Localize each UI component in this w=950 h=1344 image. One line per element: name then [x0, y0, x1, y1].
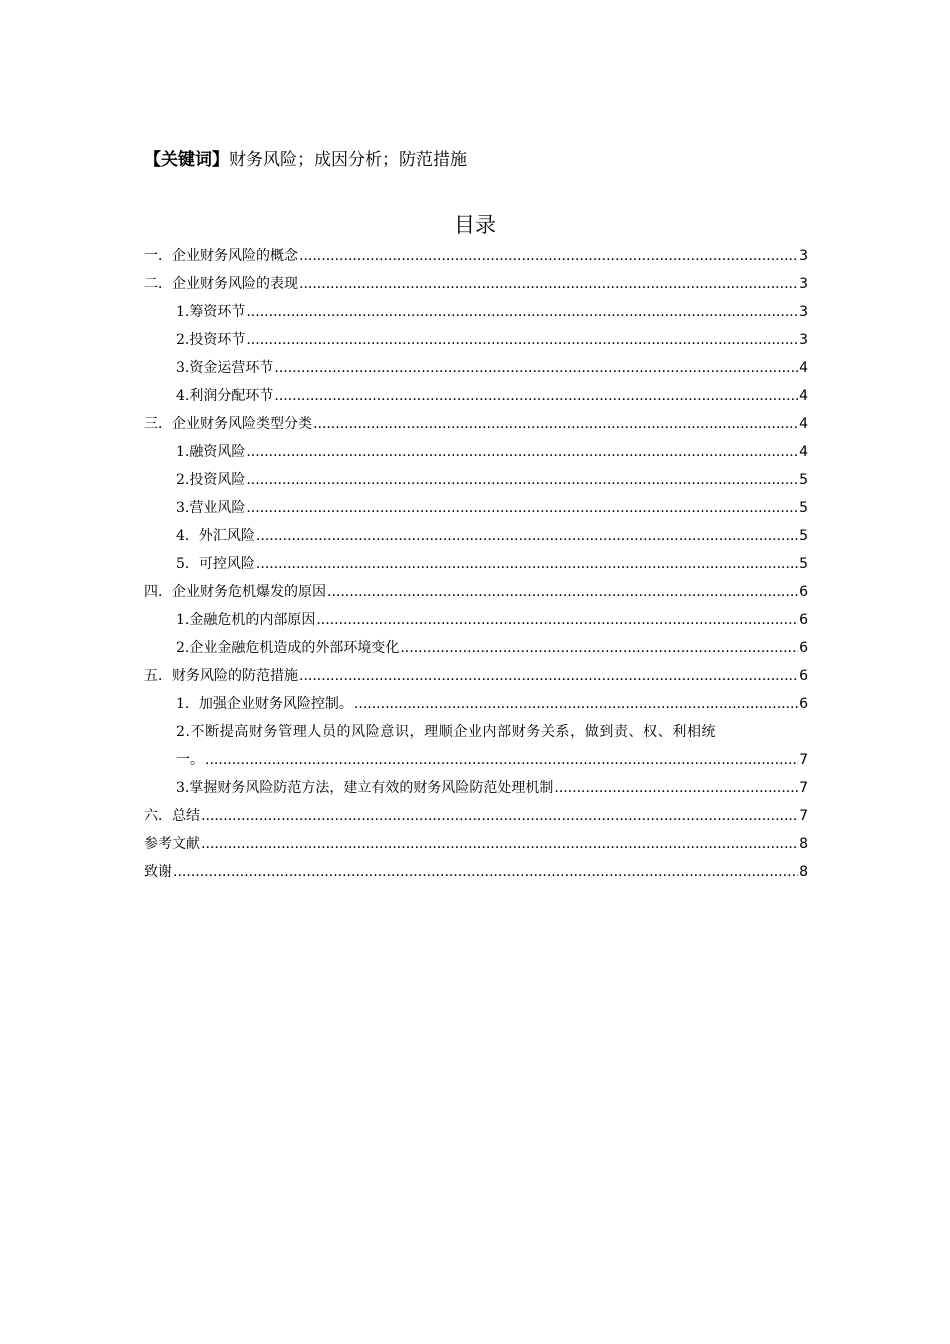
- toc-entry-label: 1．加强企业财务风险控制。: [176, 696, 353, 712]
- keywords-label: 【关键词】: [144, 150, 229, 170]
- toc-entry[interactable]: [144, 718, 808, 774]
- toc-page-number: 7: [799, 752, 808, 768]
- toc-entry[interactable]: [144, 606, 808, 634]
- toc-entry-label: 1.筹资环节: [176, 304, 246, 320]
- toc-entry[interactable]: [144, 242, 808, 270]
- toc-dot-leader: [205, 746, 798, 774]
- toc-entry-label: 2.不断提高财务管理人员的风险意识，理顺企业内部财务关系，做到责、权、利相统: [176, 724, 717, 740]
- toc-entry[interactable]: [144, 662, 808, 690]
- toc-entry-label: 致谢: [144, 864, 172, 880]
- toc-page-number: 6: [799, 612, 808, 628]
- toc-page-number: 3: [799, 304, 808, 320]
- toc-entry-label: 2.投资环节: [176, 332, 246, 348]
- toc-entry[interactable]: [144, 326, 808, 354]
- toc-entry[interactable]: [144, 522, 808, 550]
- toc-dot-leader: [274, 382, 798, 410]
- toc-page-number: 4: [799, 444, 808, 460]
- toc-entry[interactable]: [144, 438, 808, 466]
- toc-entry[interactable]: [144, 410, 808, 438]
- toc-page-number: 6: [799, 668, 808, 684]
- toc-dot-leader: [400, 634, 798, 662]
- toc-entry[interactable]: [144, 690, 808, 718]
- toc-dot-leader: [313, 410, 798, 438]
- toc-entry-label: 3.资金运营环节: [176, 360, 274, 376]
- toc-entry[interactable]: [144, 466, 808, 494]
- toc-page-number: 6: [799, 640, 808, 656]
- toc-entry[interactable]: [144, 354, 808, 382]
- toc-entry-label: 3.营业风险: [176, 500, 246, 516]
- toc-dot-leader: [246, 326, 798, 354]
- toc-entry-label: 一．企业财务风险的概念: [144, 248, 298, 264]
- toc-entry-continuation: [176, 746, 808, 774]
- toc-page-number: 4: [799, 360, 808, 376]
- toc-entry-label: 三．企业财务风险类型分类: [144, 416, 312, 432]
- toc-page-number: 3: [799, 276, 808, 292]
- keywords-text: 财务风险；成因分析；防范措施: [229, 150, 467, 170]
- toc-dot-leader: [316, 606, 798, 634]
- toc-entry-label: 六．总结: [144, 808, 200, 824]
- toc-page-number: 3: [799, 332, 808, 348]
- toc-dot-leader: [354, 690, 798, 718]
- toc-dot-leader: [201, 830, 798, 858]
- toc-entry[interactable]: [144, 830, 808, 858]
- toc-page-number: 8: [799, 836, 808, 852]
- toc-entry-label: 4．外汇风险: [176, 528, 255, 544]
- toc-dot-leader: [246, 466, 798, 494]
- toc-entry-label: 3.掌握财务风险防范方法，建立有效的财务风险防范处理机制: [176, 780, 554, 796]
- toc-entry-label: 4.利润分配环节: [176, 388, 274, 404]
- toc-entry-label: 2.企业金融危机造成的外部环境变化: [176, 640, 400, 656]
- keywords-line: [144, 147, 467, 173]
- toc-dot-leader: [299, 242, 798, 270]
- toc-entry-label: 1.融资风险: [176, 444, 246, 460]
- toc-entry-label: 四．企业财务危机爆发的原因: [144, 584, 326, 600]
- toc-title: 目录: [454, 213, 496, 237]
- table-of-contents: [144, 242, 808, 886]
- toc-page-number: 6: [799, 696, 808, 712]
- toc-dot-leader: [256, 550, 798, 578]
- toc-page-number: 3: [799, 248, 808, 264]
- toc-dot-leader: [274, 354, 798, 382]
- toc-entry[interactable]: [144, 858, 808, 886]
- toc-entry[interactable]: [144, 270, 808, 298]
- toc-entry-label-continued: 一。: [176, 752, 204, 768]
- toc-page-number: 4: [799, 416, 808, 432]
- toc-dot-leader: [299, 270, 798, 298]
- toc-entry[interactable]: [144, 578, 808, 606]
- toc-dot-leader: [256, 522, 798, 550]
- toc-entry[interactable]: [144, 550, 808, 578]
- toc-entry-label: 2.投资风险: [176, 472, 246, 488]
- toc-entry[interactable]: [144, 382, 808, 410]
- toc-entry-label: 参考文献: [144, 836, 200, 852]
- toc-dot-leader: [327, 578, 798, 606]
- toc-dot-leader: [246, 298, 798, 326]
- toc-page-number: 5: [799, 472, 808, 488]
- toc-dot-leader: [246, 494, 798, 522]
- toc-dot-leader: [246, 438, 798, 466]
- toc-dot-leader: [173, 858, 798, 886]
- toc-entry-label: 5．可控风险: [176, 556, 255, 572]
- toc-page-number: 7: [799, 808, 808, 824]
- toc-page-number: 8: [799, 864, 808, 880]
- toc-entry[interactable]: [144, 298, 808, 326]
- toc-entry[interactable]: [144, 634, 808, 662]
- toc-page-number: 6: [799, 584, 808, 600]
- toc-dot-leader: [201, 802, 798, 830]
- toc-entry-label: 五．财务风险的防范措施: [144, 668, 298, 684]
- toc-page-number: 5: [799, 556, 808, 572]
- toc-page-number: 5: [799, 500, 808, 516]
- toc-entry[interactable]: [144, 774, 808, 802]
- toc-dot-leader: [299, 662, 798, 690]
- toc-entry[interactable]: [144, 802, 808, 830]
- toc-entry-label: 1.金融危机的内部原因: [176, 612, 316, 628]
- toc-page-number: 4: [799, 388, 808, 404]
- toc-entry[interactable]: [144, 494, 808, 522]
- toc-page-number: 5: [799, 528, 808, 544]
- toc-dot-leader: [554, 774, 798, 802]
- toc-page-number: 7: [799, 780, 808, 796]
- toc-entry-label: 二．企业财务风险的表现: [144, 276, 298, 292]
